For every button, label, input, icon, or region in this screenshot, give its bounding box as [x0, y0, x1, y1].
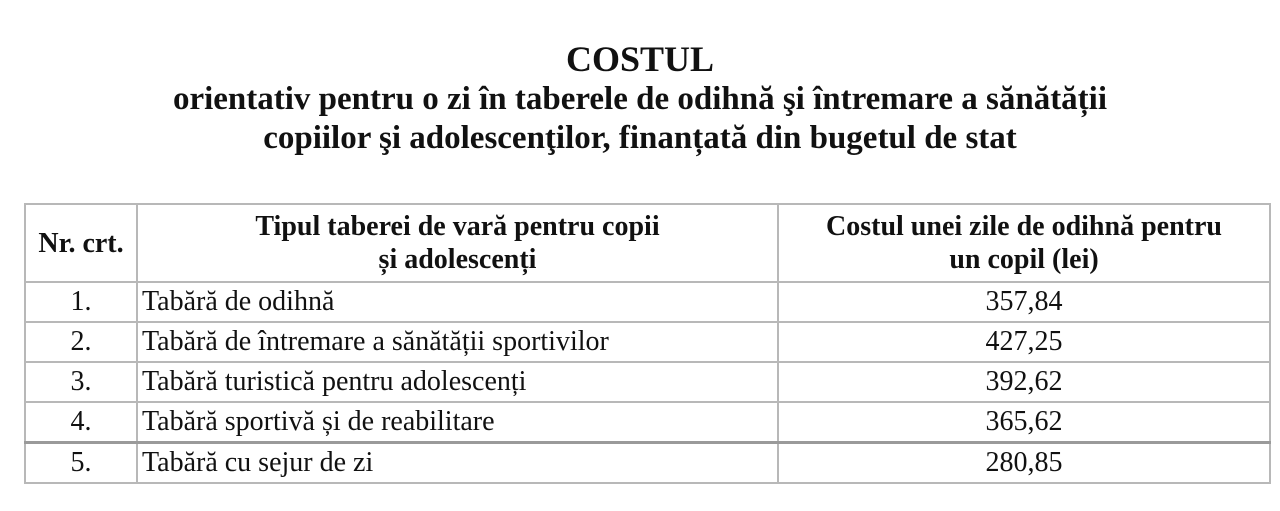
table-row: [25, 322, 1270, 362]
table-row: [25, 402, 1270, 443]
table-row: [25, 443, 1270, 484]
header-camp-type: [137, 204, 778, 282]
daily-cost: 427,25: [778, 322, 1270, 362]
header-camp-type-line-1: Tipul taberei de vară pentru copii: [255, 211, 660, 242]
camp-type: Tabără de întremare a sănătății sportivilor: [137, 322, 778, 362]
camp-type: Tabără sportivă și de reabilitare: [137, 402, 778, 443]
row-number: 1.: [25, 282, 137, 322]
daily-cost: 280,85: [778, 443, 1270, 484]
header-daily-cost: [778, 204, 1270, 282]
cost-table: [24, 203, 1271, 484]
heading-subtitle-line-1: orientativ pentru o zi în taberele de odihnă şi întremare a sănătății: [172, 81, 1108, 117]
header-camp-type-line-2: și adolescenți: [378, 244, 537, 275]
row-number: 5.: [25, 443, 137, 484]
header-daily-cost-line-2: un copil (lei): [949, 244, 1099, 275]
daily-cost: 357,84: [778, 282, 1270, 322]
row-number: 2.: [25, 322, 137, 362]
row-number: 4.: [25, 402, 137, 443]
daily-cost: 392,62: [778, 362, 1270, 402]
table-row: [25, 282, 1270, 322]
header-nr-crt: Nr. crt.: [25, 204, 137, 282]
camp-type: Tabără cu sejur de zi: [137, 443, 778, 484]
row-number: 3.: [25, 362, 137, 402]
camp-type: Tabără de odihnă: [137, 282, 778, 322]
table-row: [25, 362, 1270, 402]
document-heading: [0, 38, 1280, 158]
heading-title: COSTUL: [565, 39, 715, 79]
header-daily-cost-line-1: Costul unei zile de odihnă pentru: [826, 211, 1222, 242]
heading-subtitle-line-2: copiilor şi adolescenţilor, finanțată din bugetul de stat: [263, 120, 1017, 156]
camp-type: Tabără turistică pentru adolescenți: [137, 362, 778, 402]
table-header-row: [25, 204, 1270, 282]
daily-cost: 365,62: [778, 402, 1270, 443]
